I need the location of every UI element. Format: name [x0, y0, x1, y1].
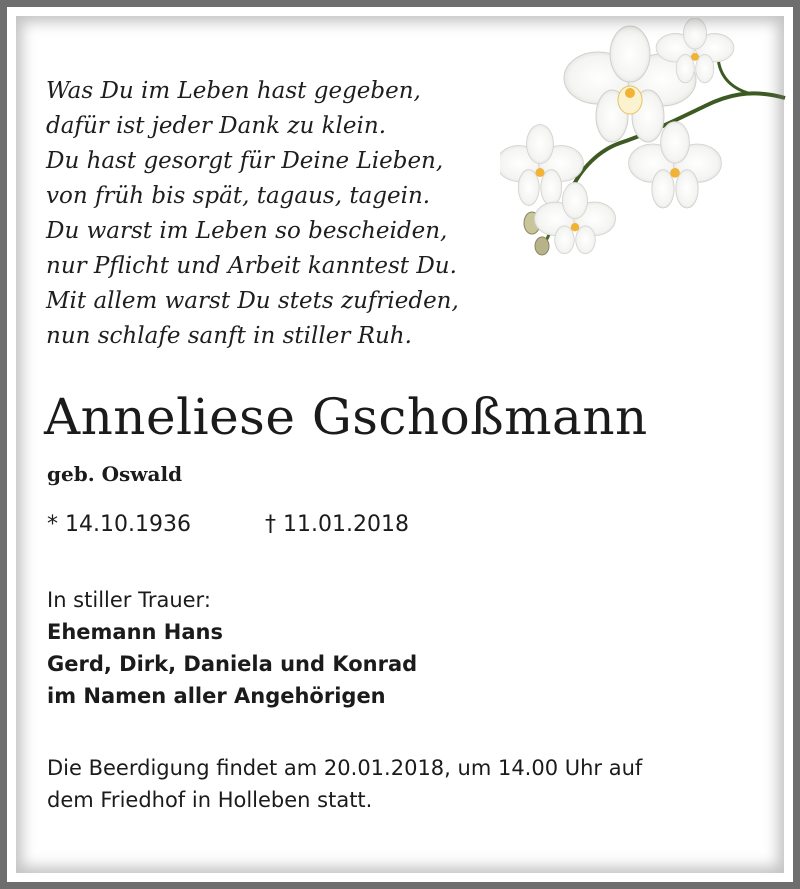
death-date: † 11.01.2018 — [265, 512, 409, 537]
mourners-intro: In stiller Trauer: — [47, 588, 211, 612]
mourner-line: im Namen aller Angehörigen — [47, 684, 386, 708]
poem-line: Was Du im Leben hast gegeben, — [46, 78, 421, 104]
mourner-line: Gerd, Dirk, Daniela und Konrad — [47, 652, 418, 676]
funeral-notice — [47, 752, 767, 816]
funeral-line: Die Beerdigung findet am 20.01.2018, um 14.00 Uhr auf — [47, 756, 643, 780]
poem-line: Du warst im Leben so bescheiden, — [46, 218, 448, 244]
poem-line: von früh bis spät, tagaus, tagein. — [46, 183, 431, 209]
mourner-line: Ehemann Hans — [47, 620, 223, 644]
life-dates — [47, 512, 409, 537]
poem-line: nun schlafe sanft in stiller Ruh. — [46, 323, 412, 349]
poem-line: dafür ist jeder Dank zu klein. — [46, 113, 387, 139]
poem-line: nur Pflicht und Arbeit kanntest Du. — [46, 253, 457, 279]
maiden-name: geb. Oswald — [47, 462, 183, 486]
funeral-line: dem Friedhof in Holleben statt. — [47, 788, 373, 812]
poem-line: Mit allem warst Du stets zufrieden, — [46, 288, 459, 314]
birth-date: * 14.10.1936 — [47, 512, 191, 537]
poem-line: Du hast gesorgt für Deine Lieben, — [46, 148, 444, 174]
orchid-flowers-icon — [500, 18, 790, 258]
mourners-block — [47, 584, 417, 712]
deceased-name: Anneliese Gschoßmann — [44, 388, 648, 446]
poem — [46, 74, 459, 354]
